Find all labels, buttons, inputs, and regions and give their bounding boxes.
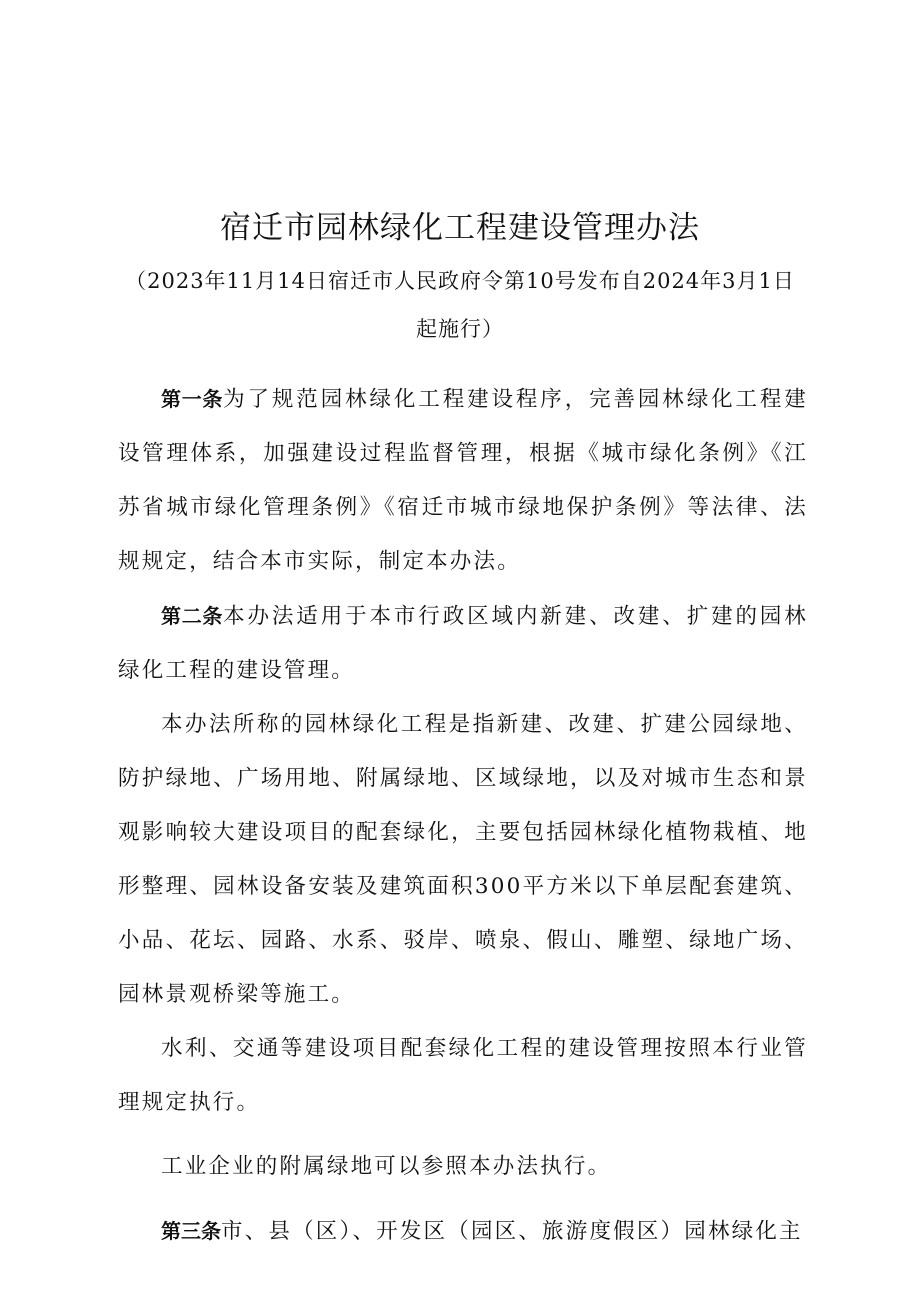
paragraph-article-3 (118, 1204, 808, 1259)
document-title: 宿迁市园林绿化工程建设管理办法 (220, 210, 700, 246)
paragraph-text: 本办法所称的园林绿化工程是指新建、改建、扩建公园绿地、防护绿地、广场用地、附属绿地、区域绿地，以及对城市生态和景观影响较大建设项目的配套绿化，主要包括园林绿化植物栽植、地形整理、园林设备安装及建筑面积300平方米以下单层配套建筑、小品、花坛、园路、水系、驳岸、喷泉、假山、雕塑、绿地广场、园林景观桥梁等施工。 (118, 712, 808, 1007)
document-subtitle: （2023年11月14日宿迁市人民政府令第10号发布自2024年3月1日起施行） (125, 269, 795, 341)
paragraph-scope-definition (118, 698, 808, 1022)
paragraph-text: 本办法适用于本市行政区域内新建、改建、扩建的园林绿化工程的建设管理。 (118, 604, 809, 683)
paragraph-article-2 (118, 589, 808, 698)
paragraph-industrial (118, 1140, 808, 1194)
paragraph-text: 工业企业的附属绿地可以参照本办法执行。 (161, 1154, 612, 1179)
paragraph-article-1 (118, 372, 808, 589)
document-body (118, 372, 808, 1259)
paragraph-text: 水利、交通等建设项目配套绿化工程的建设管理按照本行业管理规定执行。 (118, 1036, 808, 1115)
article-number: 第三条 (161, 1219, 221, 1243)
paragraph-text: 市、县（区）、开发区（园区、旅游度假区）园林绿化主 (221, 1219, 803, 1244)
paragraph-text: 为了规范园林绿化工程建设程序，完善园林绿化工程建设管理体系，加强建设过程监督管理，根据《城市绿化条例》《江苏省城市绿化管理条例》《宿迁市城市绿地保护条例》等法律、法规规定，结合本市实际，制定本办法。 (118, 387, 809, 574)
paragraph-water-traffic (118, 1022, 808, 1130)
article-number: 第二条 (161, 604, 224, 628)
article-number: 第一条 (161, 387, 224, 411)
